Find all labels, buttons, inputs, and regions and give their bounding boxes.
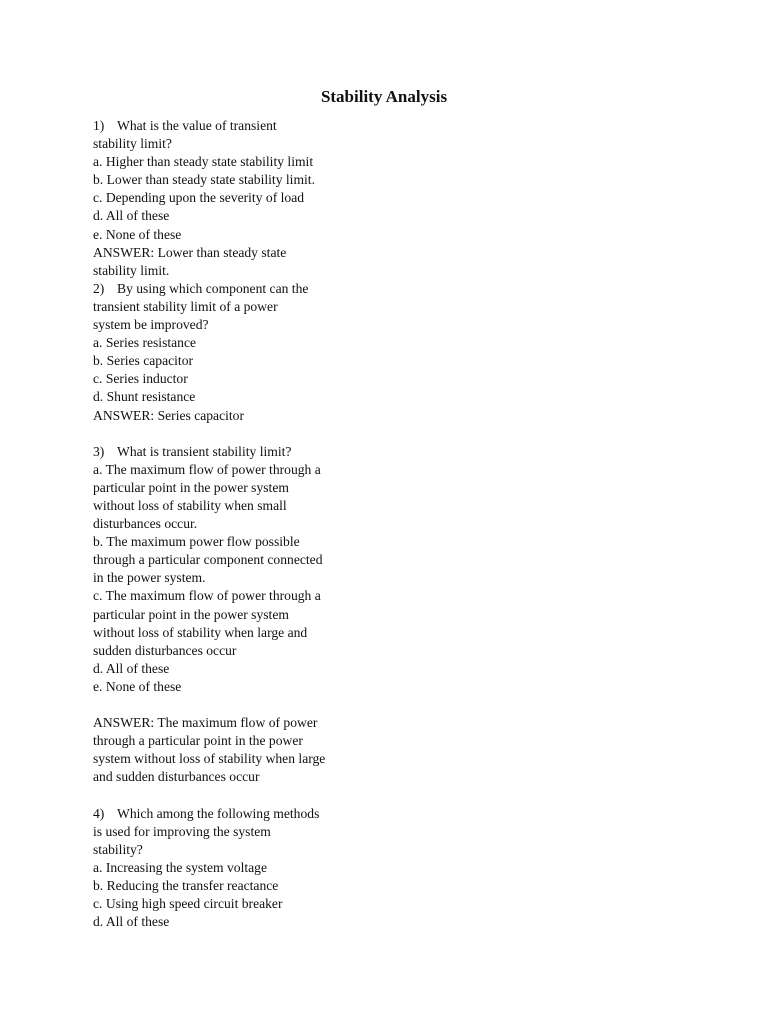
question-2-line-3: system be improved? <box>93 317 209 333</box>
question-number: 1) <box>93 118 105 133</box>
spacer <box>93 696 393 714</box>
option-a-line-3: without loss of stability when small <box>93 497 287 513</box>
option-b-line-2: through a particular component connected <box>93 552 323 568</box>
answer-line-1: ANSWER: Series capacitor <box>93 407 244 423</box>
option-c: c. Series inductor <box>93 371 188 387</box>
question-2-line-1: 2) By using which component can the <box>93 280 393 298</box>
option-e: e. None of these <box>93 678 182 694</box>
option-a-line-4: disturbances occur. <box>93 516 198 532</box>
spacer <box>93 425 393 443</box>
document-title: Stability Analysis <box>320 87 448 106</box>
option-c: c. Using high speed circuit breaker <box>93 896 283 912</box>
answer-line-1: ANSWER: Lower than steady state <box>93 244 287 260</box>
spacer <box>93 786 393 804</box>
option-a: a. Series resistance <box>93 335 197 351</box>
option-d: d. All of these <box>93 660 170 676</box>
option-c: c. Depending upon the severity of load <box>93 190 305 206</box>
answer-line-2: stability limit. <box>93 262 170 278</box>
option-d: d. All of these <box>93 914 170 930</box>
question-number: 2) <box>93 280 105 296</box>
answer-line-2: through a particular point in the power <box>93 733 303 749</box>
question-2 <box>93 280 393 425</box>
option-a: a. Higher than steady state stability limit <box>93 154 314 170</box>
question-4-line-3: stability? <box>93 841 143 857</box>
option-c-line-4: sudden disturbances occur <box>93 642 237 658</box>
answer-line-4: and sudden disturbances occur <box>93 769 260 785</box>
question-list <box>93 117 393 931</box>
question-1 <box>93 117 393 280</box>
option-b: b. Series capacitor <box>93 353 194 369</box>
option-c-line-1: c. The maximum flow of power through a <box>93 588 321 604</box>
option-c-line-3: without loss of stability when large and <box>93 624 308 640</box>
option-a-line-1: a. The maximum flow of power through a <box>93 461 321 477</box>
question-4-line-1: 4) Which among the following methods <box>93 805 393 823</box>
option-b: b. Lower than steady state stability limit. <box>93 172 315 188</box>
option-d: d. All of these <box>93 208 170 224</box>
answer-line-1: ANSWER: The maximum flow of power <box>93 715 318 731</box>
question-1-line-2: stability limit? <box>93 136 172 152</box>
option-e: e. None of these <box>93 226 182 242</box>
question-1-line-1: 1) What is the value of transient <box>93 117 393 135</box>
option-b-line-1: b. The maximum power flow possible <box>93 534 300 550</box>
option-d: d. Shunt resistance <box>93 389 196 405</box>
option-c-line-2: particular point in the power system <box>93 606 289 622</box>
question-3 <box>93 443 393 787</box>
option-b-line-3: in the power system. <box>93 570 206 586</box>
question-2-line-2: transient stability limit of a power <box>93 298 278 314</box>
question-4 <box>93 805 393 932</box>
question-number: 4) <box>93 805 105 821</box>
option-a-line-2: particular point in the power system <box>93 479 289 495</box>
option-a: a. Increasing the system voltage <box>93 859 268 875</box>
question-number: 3) <box>93 443 105 459</box>
question-4-line-2: is used for improving the system <box>93 823 271 839</box>
option-b: b. Reducing the transfer reactance <box>93 877 279 893</box>
question-3-line-1: 3) What is transient stability limit? <box>93 443 393 461</box>
answer-line-3: system without loss of stability when large <box>93 751 326 767</box>
